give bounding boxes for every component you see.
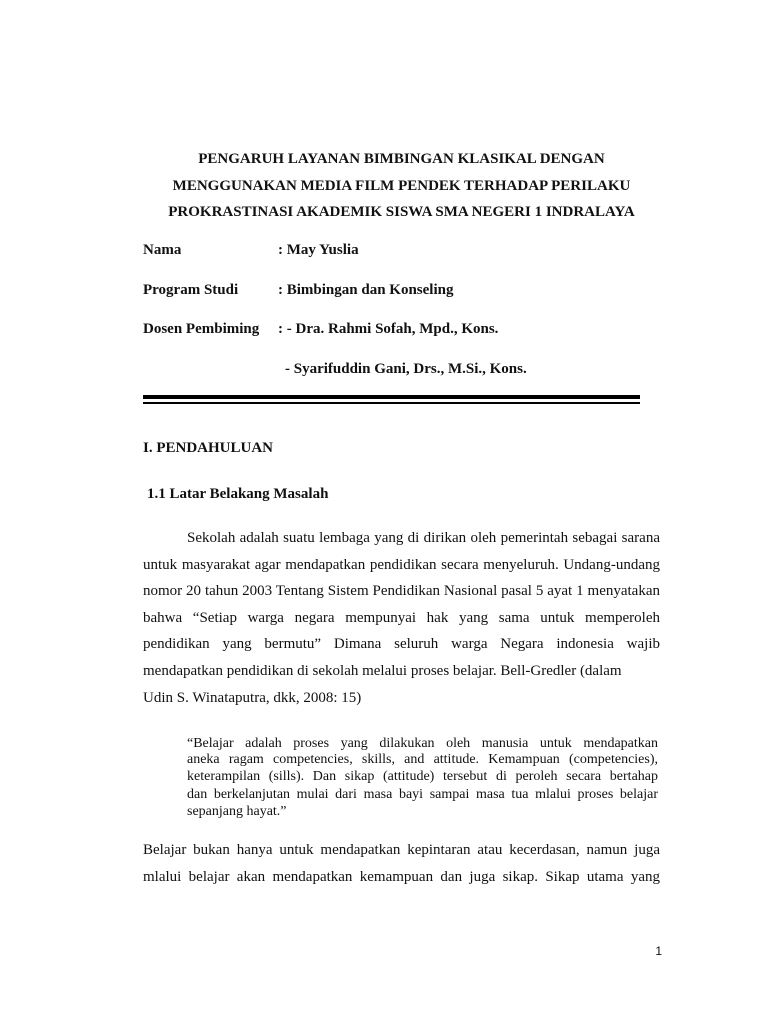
paragraph-line: nomor 20 tahun 2003 Tentang Sistem Pendidikan Nasional pasal 5 ayat 1 menyatakan [143,583,660,599]
paragraph-line: bahwa “Setiap warga negara mempunyai hak yang sama untuk memperoleh [143,610,660,626]
quote-line: aneka ragam competencies, skills, and attitude. Kemampuan (competencies), [187,752,658,767]
advisor-label: Dosen Pembiming [143,321,260,337]
name-value: : May Yuslia [278,242,359,258]
title-line: PENGARUH LAYANAN BIMBINGAN KLASIKAL DENGAN [198,151,605,167]
paragraph-line: pendidikan yang bermutu” Dimana seluruh warga Negara indonesia wajib [143,636,660,652]
paragraph-line: untuk masyarakat agar mendapatkan pendidikan secara menyeluruh. Undang-undang [143,557,660,573]
subsection-heading: 1.1 Latar Belakang Masalah [147,486,329,502]
paragraph-line: Udin S. Winataputra, dkk, 2008: 15) [143,690,362,706]
quote-line: dan berkelanjutan mulai dari masa bayi sampai masa tua mlalui proses belajar [187,787,658,802]
page-number: 1 [655,944,662,958]
paragraph-line: Sekolah adalah suatu lembaga yang di dirikan oleh pemerintah sebagai sarana [187,530,660,546]
quote-line: sepanjang hayat.” [187,804,287,819]
section-heading: I. PENDAHULUAN [143,440,274,456]
paragraph-line: mlalui belajar akan mendapatkan kemampuan dan juga sikap. Sikap utama yang [143,869,660,885]
document-title [143,146,660,226]
title-line: MENGGUNAKAN MEDIA FILM PENDEK TERHADAP PERILAKU [172,177,631,194]
program-label: Program Studi [143,282,239,298]
divider-thick [143,395,640,399]
name-label: Nama [143,242,182,258]
quote-line: keterampilan (sills). Dan sikap (attitude) tersebut di peroleh secara bertahap [187,769,658,784]
advisor-value-2: - Syarifuddin Gani, Drs., M.Si., Kons. [285,361,527,377]
title-line: PROKRASTINASI AKADEMIK SISWA SMA NEGERI 1 INDRALAYA [168,204,635,220]
program-value: : Bimbingan dan Konseling [278,282,454,298]
quote-line: “Belajar adalah proses yang dilakukan oleh manusia untuk mendapatkan [187,736,658,751]
paragraph-line: mendapatkan pendidikan di sekolah melalui proses belajar. Bell-Gredler (dalam [143,663,622,679]
paragraph-line: Belajar bukan hanya untuk mendapatkan kepintaran atau kecerdasan, namun juga [143,842,660,858]
advisor-value-1: : - Dra. Rahmi Sofah, Mpd., Kons. [278,321,499,337]
divider-thin [143,402,640,404]
